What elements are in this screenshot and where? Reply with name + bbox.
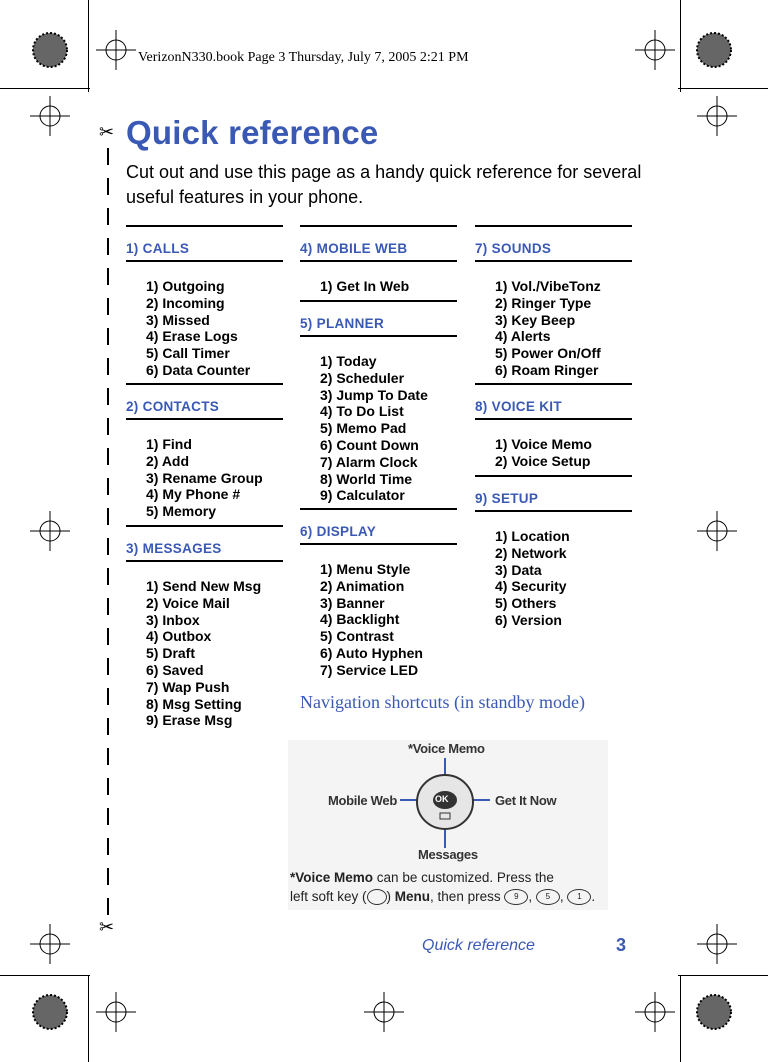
nav-shortcuts-title: Navigation shortcuts (in standby mode)	[300, 692, 585, 712]
color-wheel-icon	[33, 995, 67, 1029]
registration-target-icon	[364, 992, 404, 1032]
note-end: .	[591, 889, 596, 904]
page-number: 3	[616, 935, 627, 955]
list-item: 2) Add	[146, 452, 190, 469]
list-item: 4) Security	[495, 578, 567, 595]
list-item: 8) Msg Setting	[146, 695, 242, 712]
list-item: 3) Rename Group	[146, 469, 263, 486]
section-title-voice-kit: 8) VOICE KIT	[475, 399, 562, 414]
list-item: 2) Voice Setup	[495, 452, 591, 469]
scissors-icon: ✂	[99, 917, 115, 937]
list-item: 4) Backlight	[320, 611, 400, 628]
footer-section-label: Quick reference	[422, 937, 535, 954]
list-item: 3) Inbox	[146, 611, 200, 628]
list-item: 2) Network	[495, 544, 567, 561]
divider	[475, 225, 632, 227]
separator: ,	[559, 889, 564, 904]
key-9-icon: 9	[504, 889, 528, 905]
section-title-display: 6) DISPLAY	[300, 524, 377, 539]
list-item: 2) Ringer Type	[495, 294, 592, 311]
registration-target-icon	[697, 96, 737, 136]
list-item: 3) Data	[495, 561, 542, 578]
divider	[126, 560, 283, 562]
divider	[300, 225, 457, 227]
list-item: 4) Erase Logs	[146, 328, 238, 345]
registration-target-icon	[30, 511, 70, 551]
menu-list-display	[320, 561, 423, 679]
nav-label-up: *Voice Memo	[408, 741, 485, 756]
section-title-planner: 5) PLANNER	[300, 316, 385, 331]
list-item: 5) Memory	[146, 503, 217, 520]
menu-list-calls	[146, 278, 250, 379]
key-1-icon: 1	[567, 889, 591, 905]
page-title: Quick reference	[126, 114, 379, 151]
divider	[300, 335, 457, 337]
list-item: 3) Key Beep	[495, 311, 576, 328]
list-item: 3) Missed	[146, 311, 210, 328]
divider	[475, 510, 632, 512]
color-wheel-icon	[697, 33, 731, 67]
registration-target-icon	[96, 992, 136, 1032]
registration-target-icon	[30, 924, 70, 964]
divider	[300, 543, 457, 545]
separator: ,	[528, 889, 533, 904]
divider	[475, 475, 632, 477]
section-title-sounds: 7) SOUNDS	[475, 241, 552, 256]
menu-list-setup	[495, 528, 570, 629]
list-item: 5) Memo Pad	[320, 420, 407, 437]
list-item: 6) Roam Ringer	[495, 361, 599, 378]
divider	[300, 300, 457, 302]
nav-label-right: Get It Now	[495, 793, 557, 808]
nav-label-left: Mobile Web	[328, 793, 397, 808]
registration-target-icon	[697, 924, 737, 964]
list-item: 4) Outbox	[146, 628, 212, 645]
list-item: 4) My Phone #	[146, 486, 241, 503]
list-item: 1) Voice Memo	[495, 436, 592, 452]
registration-target-icon	[697, 511, 737, 551]
menu-list-contacts	[146, 436, 263, 520]
note-line2-a: left soft key (	[290, 889, 367, 904]
list-item: 1) Get In Web	[320, 278, 410, 294]
ok-key-label: OK	[435, 794, 449, 804]
list-item: 6) Saved	[146, 661, 204, 678]
list-item: 3) Banner	[320, 594, 385, 611]
divider	[126, 225, 283, 227]
divider	[126, 525, 283, 527]
divider	[475, 260, 632, 262]
list-item: 1) Vol./VibeTonz	[495, 278, 601, 294]
divider	[300, 260, 457, 262]
note-line2-c: , then press	[430, 889, 501, 904]
menu-list-planner	[320, 353, 428, 504]
note-bold: *Voice Memo	[290, 870, 374, 885]
divider	[126, 383, 283, 385]
menu-list-messages	[146, 578, 261, 729]
list-item: 5) Draft	[146, 645, 196, 662]
list-item: 7) Wap Push	[146, 678, 230, 695]
list-item: 1) Menu Style	[320, 561, 411, 577]
registration-target-icon	[635, 30, 675, 70]
list-item: 6) Auto Hyphen	[320, 644, 423, 661]
divider	[300, 508, 457, 510]
note-menu: Menu	[394, 889, 431, 904]
list-item: 5) Call Timer	[146, 345, 230, 362]
list-item: 8) World Time	[320, 470, 413, 487]
divider	[475, 418, 632, 420]
divider	[475, 383, 632, 385]
section-title-setup: 9) SETUP	[475, 491, 539, 506]
nav-note	[290, 868, 595, 906]
key-5-icon: 5	[536, 889, 560, 905]
registration-target-icon	[30, 96, 70, 136]
section-title-messages: 3) MESSAGES	[126, 541, 222, 556]
list-item: 6) Data Counter	[146, 361, 251, 378]
section-title-mobile-web: 4) MOBILE WEB	[300, 241, 408, 256]
list-item: 2) Scheduler	[320, 369, 405, 386]
note-line1: can be customized. Press the	[376, 870, 554, 885]
list-item: 1) Find	[146, 436, 192, 452]
nav-label-down: Messages	[418, 847, 478, 862]
color-wheel-icon	[697, 995, 731, 1029]
list-item: 7) Alarm Clock	[320, 453, 418, 470]
list-item: 6) Version	[495, 611, 562, 628]
section-title-contacts: 2) CONTACTS	[126, 399, 220, 414]
menu-list-voice-kit	[495, 436, 592, 470]
registration-target-icon	[635, 992, 675, 1032]
list-item: 1) Location	[495, 528, 570, 544]
list-item: 6) Count Down	[320, 436, 419, 453]
list-item: 4) Alerts	[495, 328, 551, 345]
color-wheel-icon	[33, 33, 67, 67]
list-item: 3) Jump To Date	[320, 386, 428, 403]
print-header: VerizonN330.book Page 3 Thursday, July 7, 2005 2:21 PM	[138, 50, 469, 65]
list-item: 2) Incoming	[146, 294, 225, 311]
menu-list-sounds	[495, 278, 601, 379]
divider	[126, 260, 283, 262]
menu-list-mobile-web	[320, 278, 409, 295]
intro-text: Cut out and use this page as a handy quick reference for several useful features in your phone.	[126, 162, 642, 207]
section-title-calls: 1) CALLS	[126, 241, 190, 256]
list-item: 5) Others	[495, 595, 557, 612]
list-item: 1) Send New Msg	[146, 578, 262, 594]
divider	[126, 418, 283, 420]
left-soft-key-icon	[367, 889, 387, 905]
list-item: 5) Power On/Off	[495, 345, 601, 362]
list-item: 9) Erase Msg	[146, 712, 233, 729]
list-item: 9) Calculator	[320, 487, 405, 504]
list-item: 4) To Do List	[320, 403, 404, 420]
list-item: 2) Voice Mail	[146, 594, 230, 611]
list-item: 7) Service LED	[320, 661, 419, 678]
registration-target-icon	[96, 30, 136, 70]
list-item: 2) Animation	[320, 577, 405, 594]
scissors-icon: ✂	[99, 122, 115, 142]
list-item: 5) Contrast	[320, 628, 394, 645]
list-item: 1) Outgoing	[146, 278, 225, 294]
list-item: 1) Today	[320, 353, 377, 369]
note-line2-b: )	[386, 889, 392, 904]
